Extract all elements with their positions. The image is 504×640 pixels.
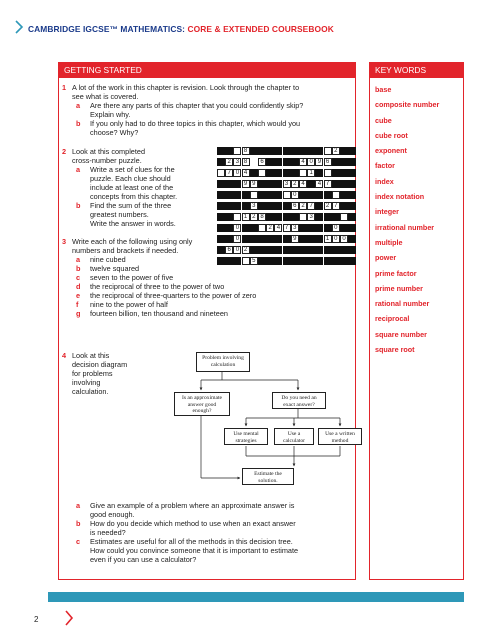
number-cell: 6 — [324, 158, 332, 166]
diagram-start-box — [196, 352, 250, 372]
chevron-right-icon — [14, 20, 24, 34]
sub-letter: b — [76, 519, 81, 528]
question-text: decision diagram — [72, 360, 128, 369]
black-cell — [340, 147, 348, 155]
number-cell: 4 — [242, 169, 250, 177]
black-cell — [332, 180, 340, 188]
number-cell: 7 — [307, 202, 315, 210]
black-cell — [266, 180, 274, 188]
question-text: Look at this completed — [72, 147, 146, 156]
black-cell — [242, 224, 250, 232]
diagram-label: strategies — [235, 437, 257, 444]
black-cell — [348, 191, 356, 199]
number-cell: 1 — [242, 213, 250, 221]
black-cell — [315, 191, 323, 199]
number-cell — [324, 169, 332, 177]
number-cell: 0 — [307, 158, 315, 166]
black-cell — [233, 202, 241, 210]
diagram-label: Is an approximate — [181, 395, 223, 401]
number-cell: 7 — [283, 224, 291, 232]
number-cell: 3 — [250, 202, 258, 210]
question-text: A lot of the work in this chapter is revision. Look through the chapter to — [72, 83, 300, 92]
black-cell — [315, 202, 323, 210]
key-word-item: power — [375, 253, 397, 263]
black-cell — [315, 147, 323, 155]
black-cell — [324, 191, 332, 199]
key-words-title: KEY WORDS — [369, 62, 464, 78]
black-cell — [217, 213, 225, 221]
sub-letter: c — [76, 537, 81, 546]
chevron-right-icon[interactable] — [64, 610, 74, 626]
number-cell — [233, 147, 241, 155]
question-text: include at least one of the — [90, 183, 174, 192]
number-cell — [299, 169, 307, 177]
number-cell — [258, 224, 266, 232]
number-cell: 7 — [225, 169, 233, 177]
number-cell: 2 — [299, 202, 307, 210]
question-text: the reciprocal of three-quarters to the power of zero — [90, 291, 257, 300]
black-cell — [274, 169, 282, 177]
question-text: If you only had to do three topics in this chapter, which would you — [90, 119, 301, 128]
black-cell — [340, 224, 348, 232]
key-word-item: prime factor — [375, 268, 417, 278]
diagram-mental-box — [224, 428, 268, 445]
black-cell — [266, 246, 274, 254]
sub-letter: a — [76, 255, 81, 264]
side-watermark — [470, 180, 486, 560]
black-cell — [225, 224, 233, 232]
number-cell: 0 — [233, 246, 241, 254]
number-cell: 3 — [233, 158, 241, 166]
question-text: for problems — [72, 369, 113, 378]
sub-letter: a — [76, 101, 81, 110]
question-text: puzzle. Each clue should — [90, 174, 171, 183]
black-cell — [233, 191, 241, 199]
getting-started-title: GETTING STARTED — [58, 62, 356, 78]
diagram-label: Problem involving — [202, 355, 244, 361]
number-cell: 0 — [233, 235, 241, 243]
black-cell — [283, 147, 291, 155]
black-cell — [340, 246, 348, 254]
number-cell: 8 — [242, 158, 250, 166]
diagram-label: solution. — [258, 477, 278, 484]
black-cell — [225, 213, 233, 221]
question-number: 2 — [62, 147, 67, 156]
black-cell — [332, 158, 340, 166]
question-text: Write each of the following using only — [72, 237, 193, 246]
black-cell — [307, 235, 315, 243]
sub-letter: c — [76, 273, 81, 282]
black-cell — [258, 235, 266, 243]
black-cell — [307, 147, 315, 155]
number-cell: 0 — [332, 235, 340, 243]
black-cell — [348, 180, 356, 188]
running-header — [28, 24, 334, 34]
question-text: Are there any parts of this chapter that you could confidently skip? — [90, 101, 304, 110]
black-cell — [283, 213, 291, 221]
key-word-item: square root — [375, 345, 415, 355]
black-cell — [348, 224, 356, 232]
sub-letter: b — [76, 264, 81, 273]
black-cell — [307, 246, 315, 254]
diagram-label: answer good — [187, 401, 217, 408]
question-number: 3 — [62, 237, 67, 246]
black-cell — [242, 191, 250, 199]
black-cell — [274, 246, 282, 254]
black-cell — [266, 191, 274, 199]
black-cell — [283, 169, 291, 177]
black-cell — [217, 246, 225, 254]
number-cell: 4 — [299, 180, 307, 188]
black-cell — [258, 246, 266, 254]
black-cell — [274, 147, 282, 155]
black-cell — [324, 257, 332, 265]
number-cell — [258, 169, 266, 177]
black-cell — [315, 257, 323, 265]
diagram-written-box — [318, 428, 362, 445]
number-cell: 0 — [233, 224, 241, 232]
diagram-label: Use a written — [325, 431, 355, 437]
number-cell: 9 — [291, 235, 299, 243]
black-cell — [274, 191, 282, 199]
question-number: 4 — [62, 351, 67, 360]
question-text: even if you can use a calculator? — [90, 555, 197, 564]
question-text: concepts from this chapter. — [90, 192, 178, 201]
diagram-label: Use mental — [233, 431, 259, 437]
number-cell — [233, 213, 241, 221]
key-word-item: integer — [375, 207, 399, 217]
black-cell — [266, 257, 274, 265]
black-cell — [315, 246, 323, 254]
black-cell — [217, 235, 225, 243]
black-cell — [217, 202, 225, 210]
sub-letter: b — [76, 119, 81, 128]
black-cell — [299, 224, 307, 232]
question-text: Explain why. — [90, 110, 131, 119]
black-cell — [315, 213, 323, 221]
question-text: good enough. — [90, 510, 135, 519]
black-cell — [225, 202, 233, 210]
number-cell: 3 — [291, 224, 299, 232]
black-cell — [299, 147, 307, 155]
question-text: cross-number puzzle. — [72, 156, 142, 165]
number-cell: 0 — [332, 224, 340, 232]
black-cell — [332, 169, 340, 177]
black-cell — [274, 180, 282, 188]
sub-letter: g — [76, 309, 81, 318]
number-cell: 2 — [225, 158, 233, 166]
black-cell — [348, 246, 356, 254]
key-word-item: prime number — [375, 283, 423, 293]
black-cell — [225, 191, 233, 199]
key-word-item: square number — [375, 329, 427, 339]
decision-diagram — [170, 352, 362, 500]
sub-letter: f — [76, 300, 79, 309]
black-cell — [250, 147, 258, 155]
question-text: Look at this — [72, 351, 110, 360]
black-cell — [283, 158, 291, 166]
number-cell: 4 — [274, 224, 282, 232]
black-cell — [348, 213, 356, 221]
number-cell — [324, 147, 332, 155]
number-cell: 6 — [291, 202, 299, 210]
black-cell — [340, 169, 348, 177]
black-cell — [291, 147, 299, 155]
black-cell — [332, 213, 340, 221]
number-cell: 4 — [315, 180, 323, 188]
edition-title: CORE & EXTENDED COURSEBOOK — [187, 24, 334, 34]
number-cell — [217, 169, 225, 177]
black-cell — [217, 224, 225, 232]
question-text: seven to the power of five — [90, 273, 174, 282]
key-word-item: exponent — [375, 146, 407, 156]
black-cell — [217, 147, 225, 155]
sub-letter: a — [76, 165, 81, 174]
sub-letter: d — [76, 282, 81, 291]
black-cell — [283, 257, 291, 265]
black-cell — [258, 191, 266, 199]
black-cell — [225, 147, 233, 155]
page-number: 2 — [34, 615, 39, 624]
black-cell — [299, 246, 307, 254]
black-cell — [332, 246, 340, 254]
question-text: numbers and brackets if needed. — [72, 246, 179, 255]
number-cell: 3 — [283, 180, 291, 188]
question-text: nine cubed — [90, 255, 126, 264]
question-text: greatest numbers. — [90, 210, 149, 219]
black-cell — [291, 257, 299, 265]
diagram-label: calculation — [210, 361, 236, 368]
black-cell — [258, 147, 266, 155]
black-cell — [307, 257, 315, 265]
black-cell — [340, 180, 348, 188]
black-cell — [250, 224, 258, 232]
number-cell: 0 — [291, 191, 299, 199]
question-text: How do you decide which method to use when an exact answer — [90, 519, 296, 528]
sub-letter: b — [76, 201, 81, 210]
number-cell — [250, 191, 258, 199]
question-text: Estimates are useful for all of the methods in this decision tree. — [90, 537, 293, 546]
key-word-item: factor — [375, 161, 395, 171]
black-cell — [348, 147, 356, 155]
black-cell — [266, 169, 274, 177]
black-cell — [266, 158, 274, 166]
diagram-label: enough? — [192, 408, 212, 415]
number-cell: 2 — [332, 147, 340, 155]
black-cell — [266, 202, 274, 210]
black-cell — [250, 235, 258, 243]
black-cell — [217, 158, 225, 166]
number-cell: 0 — [340, 235, 348, 243]
black-cell — [274, 158, 282, 166]
black-cell — [258, 180, 266, 188]
black-cell — [233, 257, 241, 265]
black-cell — [332, 257, 340, 265]
black-cell — [340, 202, 348, 210]
number-cell: 1 — [324, 235, 332, 243]
key-word-item: reciprocal — [375, 314, 410, 324]
black-cell — [258, 202, 266, 210]
black-cell — [291, 246, 299, 254]
key-word-item: base — [375, 85, 392, 94]
black-cell — [340, 257, 348, 265]
diagram-label: Do you need an — [281, 395, 317, 401]
black-cell — [283, 202, 291, 210]
sub-letter: a — [76, 501, 81, 510]
number-cell: 7 — [332, 202, 340, 210]
black-cell — [348, 169, 356, 177]
black-cell — [217, 180, 225, 188]
black-cell — [340, 158, 348, 166]
key-words-list — [375, 82, 439, 357]
black-cell — [291, 158, 299, 166]
number-cell: 2 — [266, 224, 274, 232]
black-cell — [217, 257, 225, 265]
key-word-item: multiple — [375, 237, 403, 247]
number-cell — [340, 213, 348, 221]
number-cell: 8 — [258, 213, 266, 221]
black-cell — [242, 202, 250, 210]
question-text: see what is covered. — [72, 92, 139, 101]
number-cell: 6 — [258, 158, 266, 166]
number-cell — [299, 213, 307, 221]
question-text: Write the answer in words. — [90, 219, 176, 228]
number-cell: 8 — [242, 147, 250, 155]
black-cell — [307, 191, 315, 199]
black-cell — [225, 257, 233, 265]
number-cell: 7 — [324, 180, 332, 188]
number-cell: 6 — [225, 246, 233, 254]
black-cell — [340, 191, 348, 199]
key-word-item: cube root — [375, 130, 408, 140]
black-cell — [307, 224, 315, 232]
diagram-label: method — [331, 437, 349, 444]
diagram-label: Use a — [287, 431, 301, 437]
diagram-exact-question — [272, 392, 326, 409]
black-cell — [266, 213, 274, 221]
number-cell: 2 — [324, 202, 332, 210]
question-text: nine to the power of half — [90, 300, 168, 309]
book-title: CAMBRIDGE IGCSE™ MATHEMATICS: — [28, 24, 186, 34]
black-cell — [324, 213, 332, 221]
diagram-label: calculator — [282, 437, 306, 444]
diagram-estimate-box — [242, 468, 294, 485]
number-cell — [242, 257, 250, 265]
number-cell: 5 — [250, 257, 258, 265]
black-cell — [274, 257, 282, 265]
black-cell — [233, 180, 241, 188]
black-cell — [348, 202, 356, 210]
black-cell — [217, 191, 225, 199]
key-word-item: cube — [375, 115, 392, 125]
number-cell: 9 — [242, 180, 250, 188]
black-cell — [348, 158, 356, 166]
diagram-label: exact answer? — [283, 401, 315, 408]
black-cell — [299, 235, 307, 243]
number-cell: 0 — [233, 169, 241, 177]
question-text: How could you convince someone that it is important to estimate — [90, 546, 299, 555]
number-cell — [332, 191, 340, 199]
black-cell — [315, 169, 323, 177]
number-cell — [283, 191, 291, 199]
number-cell: 2 — [291, 180, 299, 188]
question-text: is needed? — [90, 528, 126, 537]
black-cell — [242, 235, 250, 243]
black-cell — [299, 257, 307, 265]
black-cell — [274, 235, 282, 243]
black-cell — [258, 257, 266, 265]
question-number: 1 — [62, 83, 67, 92]
question-text: Give an example of a problem where an approximate answer is — [90, 501, 295, 510]
black-cell — [324, 224, 332, 232]
cross-number-puzzle — [217, 147, 349, 269]
black-cell — [274, 202, 282, 210]
question-text: choose? Why? — [90, 128, 139, 137]
number-cell: 3 — [307, 213, 315, 221]
sub-letter: e — [76, 291, 81, 300]
key-word-item: rational number — [375, 299, 430, 309]
black-cell — [225, 235, 233, 243]
number-cell: 9 — [250, 180, 258, 188]
number-cell: 9 — [315, 158, 323, 166]
key-word-item: irrational number — [375, 222, 435, 232]
diagram-approx-question — [174, 392, 230, 416]
question-text: involving — [72, 378, 101, 387]
number-cell: 2 — [250, 213, 258, 221]
question-text: the reciprocal of three to the power of two — [90, 282, 225, 291]
black-cell — [307, 180, 315, 188]
black-cell — [250, 169, 258, 177]
black-cell — [315, 235, 323, 243]
question-text: Find the sum of the three — [90, 201, 172, 210]
black-cell — [274, 213, 282, 221]
black-cell — [266, 235, 274, 243]
black-cell — [283, 235, 291, 243]
number-cell: 2 — [242, 246, 250, 254]
black-cell — [283, 246, 291, 254]
black-cell — [324, 246, 332, 254]
question-text: Write a set of clues for the — [90, 165, 175, 174]
diagram-label: Estimate the — [254, 471, 282, 477]
black-cell — [266, 147, 274, 155]
key-word-item: index — [375, 176, 394, 186]
question-text: calculation. — [72, 387, 109, 396]
black-cell — [348, 235, 356, 243]
key-word-item: index notation — [375, 192, 425, 202]
question-text: fourteen billion, ten thousand and nineteen — [90, 309, 228, 318]
black-cell — [250, 246, 258, 254]
key-word-item: composite number — [375, 100, 440, 110]
black-cell — [315, 224, 323, 232]
diagram-calculator-box — [274, 428, 314, 445]
number-cell: 1 — [307, 169, 315, 177]
footer-bar — [48, 592, 464, 602]
black-cell — [291, 213, 299, 221]
black-cell — [348, 257, 356, 265]
black-cell — [225, 180, 233, 188]
number-cell: 4 — [299, 158, 307, 166]
black-cell — [291, 169, 299, 177]
black-cell — [299, 191, 307, 199]
question-text: twelve squared — [90, 264, 140, 273]
